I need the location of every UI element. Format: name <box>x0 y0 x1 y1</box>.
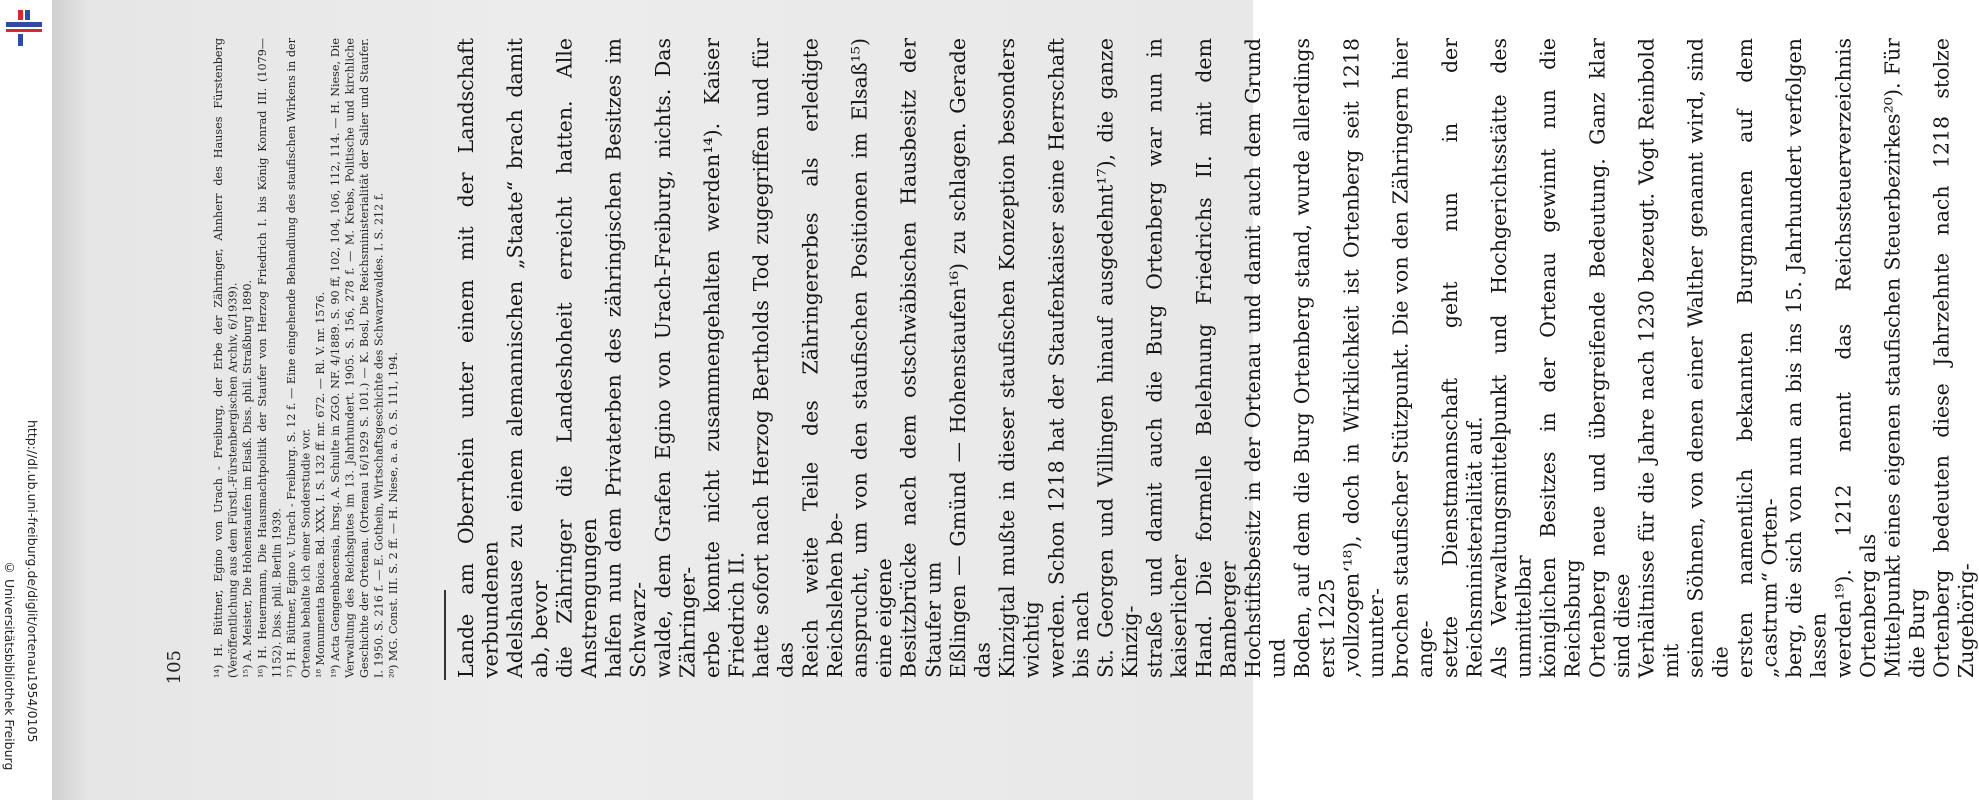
body-text <box>454 38 1979 678</box>
page-number: 105 <box>164 650 185 685</box>
body-line: ‚vollzogen‘¹⁸), doch in Wirklichkeit ist Ortenberg seit 1218 ununter- <box>1339 38 1388 678</box>
body-line: ansprucht, um von den staufischen Positionen im Elsaß¹⁵) eine eigene <box>847 38 897 678</box>
body-line: setzte Dienstmannschaft geht nun in der Reichsministerialität auf. <box>1437 38 1487 678</box>
body-line: werden¹⁹). 1212 nennt das Reichssteuerverzeichnis Ortenberg als <box>1831 38 1880 678</box>
body-line: straße und damit auch die Burg Ortenberg war nun in kaiserlicher <box>1142 38 1192 678</box>
sidebar <box>0 0 52 800</box>
body-line: walde, dem Grafen Egino von Urach-Freiburg, nichts. Das Zähringer- <box>650 38 700 678</box>
footnotes <box>212 38 444 678</box>
body-line: seinen Söhnen, von denen einer Walther genannt wird, sind die <box>1683 38 1733 678</box>
body-line: hatte sofort nach Herzog Bertholds Tod zugegriffen und für das <box>749 38 798 678</box>
body-line: halfen nun dem Privaterben des zähringischen Besitzes im Schwarz- <box>601 38 651 678</box>
body-line: Hochstiftsbesitz in der Ortenau und damit auch dem Grund und <box>1241 38 1290 678</box>
footnote: ¹⁵) A. Meister, Die Hohenstaufen im Elsaß. Diss. phil. Straßburg 1890. <box>241 279 255 678</box>
body-line: Boden, auf dem die Burg Ortenberg stand, wurde allerdings erst 1225 <box>1290 38 1339 678</box>
body-line: Verhältnisse für die Jahre nach 1230 bezeugt. Vogt Reinbold mit <box>1634 38 1684 678</box>
body-line: die Zähringer die Landeshoheit erreicht hatten. Alle Anstrengungen <box>552 38 601 678</box>
body-line: Reich weite Teile des Zähringererbes als erledigte Reichslehen be- <box>798 38 847 678</box>
body-line: ersten namentlich bekannten Burgmannen auf dem „castrum“ Orten- <box>1732 38 1782 678</box>
body-line: werden. Schon 1218 hat der Staufenkaiser seine Herrschaft bis nach <box>1044 38 1093 678</box>
body-line: Ortenberg bedeuten diese Jahrzehnte nach 1218 stolze Zugehörig- <box>1929 38 1979 678</box>
footnote: ¹⁶) H. Heuermann, Die Hausmachtpolitik der Staufer von Herzog Friedrich I. bis König Konrad III. (1079—1152). Diss. phil. Berlin 1939. <box>255 38 284 678</box>
body-line: Mittelpunkt eines eigenen staufischen Steuerbezirkes²⁰). Für die Burg <box>1880 38 1930 678</box>
body-line: erbe konnte nicht zusammengehalten werden¹⁴). Kaiser Friedrich II. <box>699 38 749 678</box>
body-line: Besitzbrücke nach dem ostschwäbischen Hausbesitz der Staufer um <box>896 38 946 678</box>
footnote: ²⁰) MG. Const. III. S. 2 ff. — H. Niese, a. a. O. S. 111, 194. <box>387 352 401 678</box>
footnote-divider <box>444 590 446 680</box>
footnote: ¹⁹) Acta Gengenbacensia, hrsg. A. Schulte in ZGO. NF. 4/1889. S. 90 ff, 102, 104, 106, 112, 114. — H. Niese, Die Verwaltung des Reichsgutes im 13. Jahrhundert. 1905. S. 156, 278 f. — M. Krebs, Politische und kirchliche Geschichte der Ortenau. (Ortenau 16/1929 S. 101.) — K. Bosl, Die Reichsministerialität der Salier und Staufer. I. 1950. S. 216 f. — E. Gothein, Wirtschaftsgeschichte des Schwarzwaldes. I. S. 212 f. <box>328 38 386 678</box>
footnote: ¹⁸ Monumenta Boica. Bd. XXX, I. S. 132 ff. nr. 672. — Rl. V. nr. 1576. <box>314 291 328 678</box>
body-line: Kinzigtal mußte in dieser staufischen Konzeption besonders wichtig <box>995 38 1044 678</box>
body-line: Hand. Die formelle Belehnung Friedrichs II. mit dem Bamberger <box>1191 38 1241 678</box>
body-line: berg, die sich von nun an bis ins 15. Jahrhundert verfolgen lassen <box>1782 38 1831 678</box>
body-line: Adelshause zu einem alemannischen „Staate“ brach damit ab, bevor <box>503 38 552 678</box>
body-line: brochen staufischer Stützpunkt. Die von den Zähringern hier ange- <box>1388 38 1438 678</box>
footnote: ¹⁷) H. Büttner, Egino v. Urach - Freiburg. S. 12 f. — Eine eingehende Behandlung des staufischen Wirkens in der Ortenau behalte ich einer Sonderstudie vor. <box>284 38 313 678</box>
body-line: königlichen Besitzes in der Ortenau gewinnt nun die Reichsburg <box>1536 38 1585 678</box>
copyright-notice: © Universitätsbibliothek Freiburg <box>2 560 17 771</box>
footnote: ¹⁴) H. Büttner, Egino von Urach - Freiburg, der Erbe der Zähringer, Ahnherr des Hauses Fürstenberg (Veröffentlichung aus dem Fürstl.-Fürstenbergischen Archiv, 6/1939). <box>212 38 240 678</box>
body-line: Als Verwaltungsmittelpunkt und Hochgerichtsstätte des unmittelbar <box>1486 38 1536 678</box>
body-line: Eßlingen — Gmünd — Hohenstaufen¹⁶) zu schlagen. Gerade das <box>945 38 995 678</box>
body-line: St. Georgen und Villingen hinauf ausgedehnt¹⁷), die ganze Kinzig- <box>1093 38 1143 678</box>
scanned-page <box>52 0 1979 800</box>
permalink-url[interactable]: http://dl.ub.uni-freiburg.de/diglit/ortenau1954/0105 <box>25 420 40 743</box>
university-logo-icon[interactable] <box>4 8 44 48</box>
body-line: Ortenberg neue und übergreifende Bedeutung. Ganz klar sind diese <box>1585 38 1634 678</box>
body-line: Lande am Oberrhein unter einem mit der Landschaft verbundenen <box>454 38 503 678</box>
